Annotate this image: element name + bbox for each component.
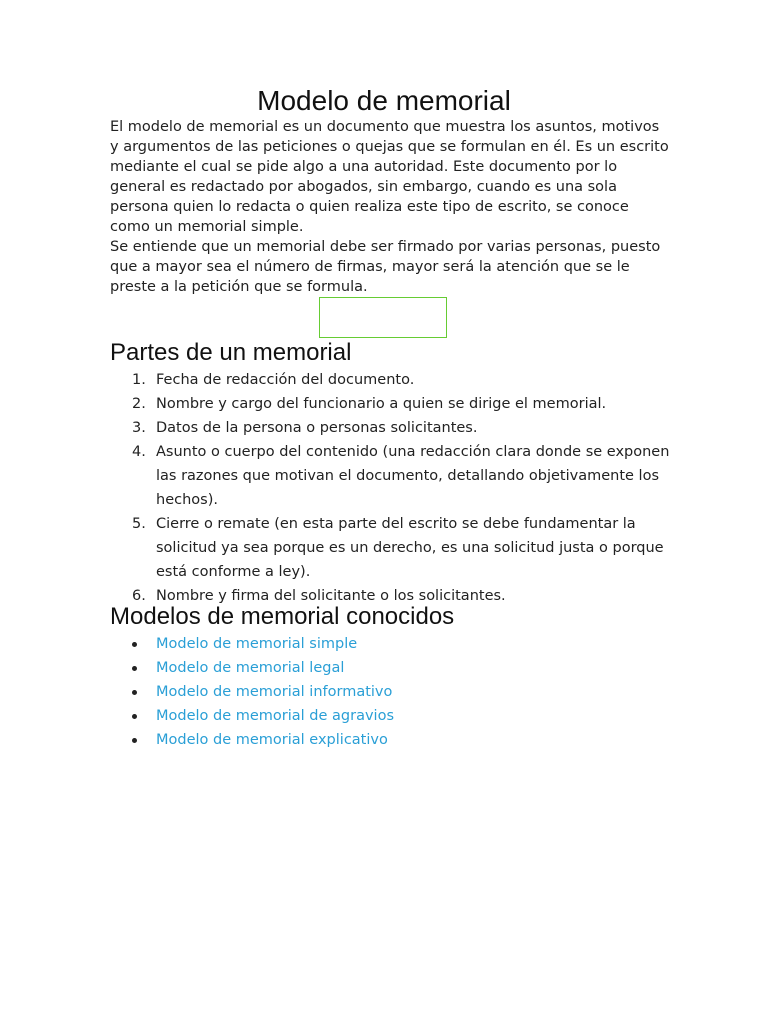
list-item [110, 416, 670, 440]
link-modelo-legal[interactable]: Modelo de memorial legal [156, 660, 345, 676]
list-item [110, 704, 670, 728]
bullet-icon [132, 690, 137, 695]
list-number: 1. [132, 372, 146, 388]
intro-paragraph: El modelo de memorial es un documento que muestra los asuntos, motivos y argumentos de las peticiones o quejas que se formulan en él. Es un escrito mediante el cual se pide algo a una autoridad. Este documento por lo general es redactado por abogados, sin embargo, cuando es una sola persona quien lo redacta o quien realiza este tipo de escrito, se conoce como un memorial simple. [110, 119, 669, 235]
list-item [110, 656, 670, 680]
bullet-icon [132, 714, 137, 719]
list-item [110, 632, 670, 656]
list-number: 3. [132, 420, 146, 436]
list-number: 4. [132, 444, 146, 460]
list-item-text: Fecha de redacción del documento. [156, 372, 415, 388]
list-number: 5. [132, 516, 146, 532]
list-item-text: Nombre y firma del solicitante o los solicitantes. [156, 588, 506, 604]
intro-text [110, 117, 670, 297]
link-modelo-agravios[interactable]: Modelo de memorial de agravios [156, 708, 395, 724]
list-item [110, 392, 670, 416]
partes-list [110, 368, 670, 608]
list-item-text: Asunto o cuerpo del contenido (una redacción clara donde se exponen las razones que motivan el documento, detallando objetivamente los hechos). [156, 444, 670, 508]
list-item-text: Cierre o remate (en esta parte del escrito se debe fundamentar la solicitud ya sea porque es un derecho, es una solicitud justa o porque está conforme a ley). [156, 516, 664, 580]
modelos-list [110, 632, 670, 752]
bullet-icon [132, 666, 137, 671]
list-item-text: Nombre y cargo del funcionario a quien se dirige el memorial. [156, 396, 607, 412]
link-modelo-explicativo[interactable]: Modelo de memorial explicativo [156, 732, 388, 748]
bullet-icon [132, 642, 137, 647]
list-number: 6. [132, 588, 146, 604]
intro-paragraph: Se entiende que un memorial debe ser firmado por varias personas, puesto que a mayor sea el número de firmas, mayor será la atención que se le preste a la petición que se formula. [110, 239, 661, 295]
embedded-frame-placeholder [319, 297, 447, 338]
link-modelo-informativo[interactable]: Modelo de memorial informativo [156, 684, 393, 700]
bullet-icon [132, 738, 137, 743]
list-item [110, 728, 670, 752]
partes-heading: Partes de un memorial [110, 339, 352, 366]
page-title: Modelo de memorial [257, 85, 511, 116]
list-item-text: Datos de la persona o personas solicitantes. [156, 420, 478, 436]
list-number: 2. [132, 396, 146, 412]
list-item [110, 680, 670, 704]
list-item [110, 440, 670, 512]
list-item [110, 512, 670, 584]
modelos-heading: Modelos de memorial conocidos [110, 603, 455, 630]
link-modelo-simple[interactable]: Modelo de memorial simple [156, 636, 358, 652]
list-item [110, 368, 670, 392]
